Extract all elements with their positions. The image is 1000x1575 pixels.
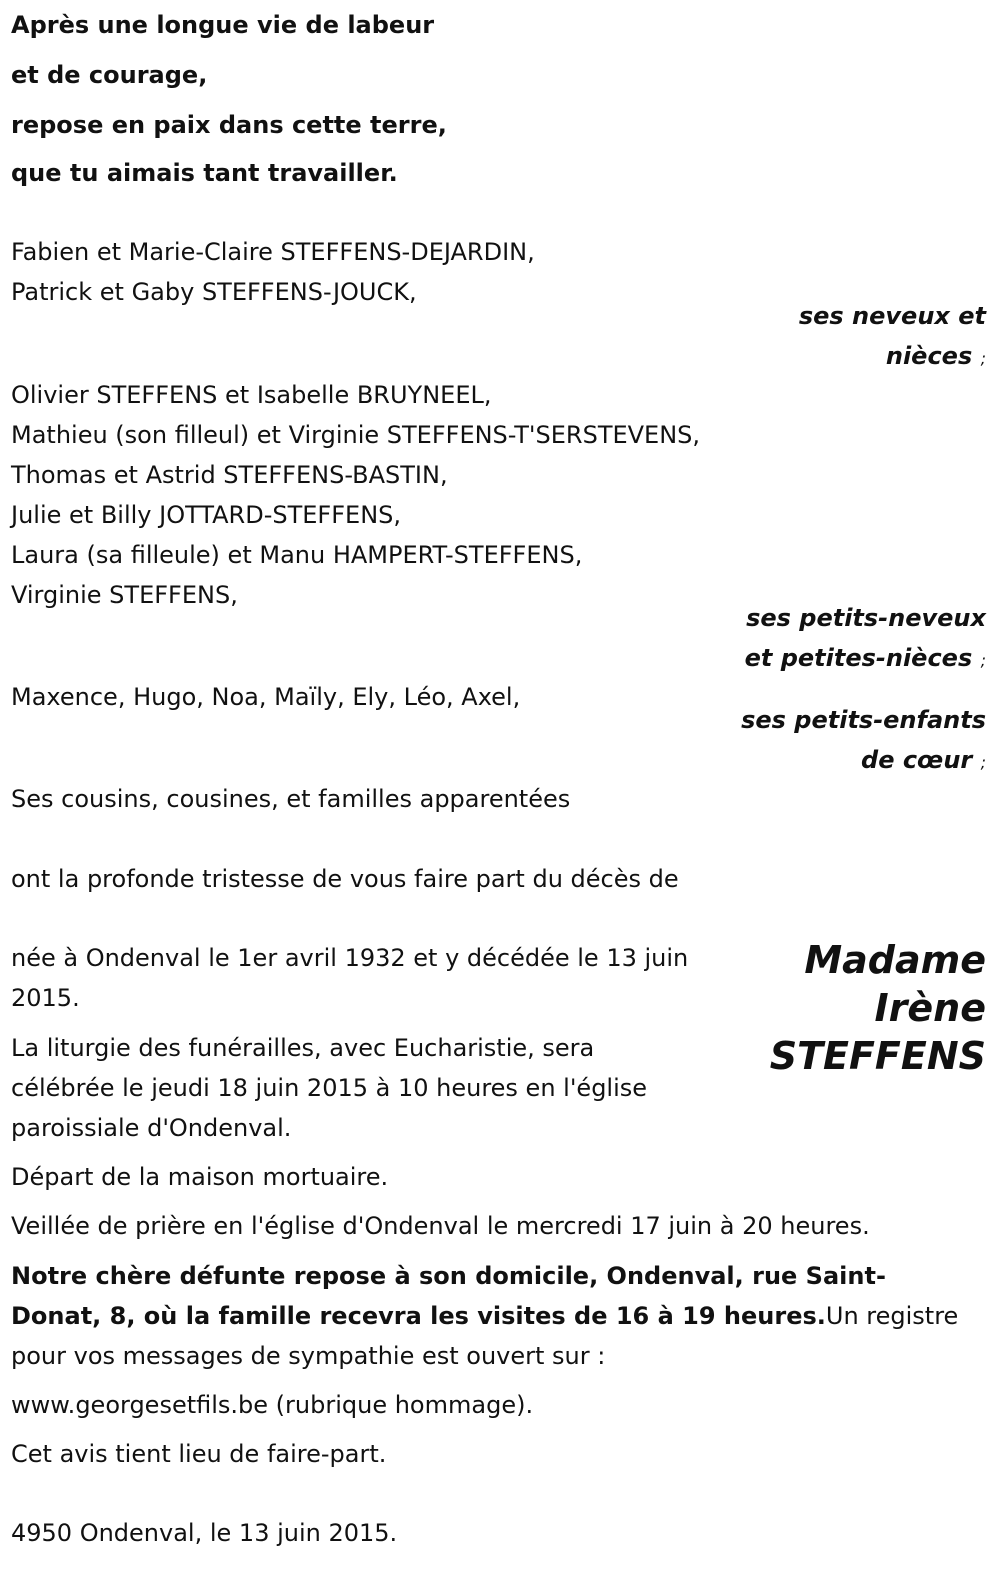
heart-grandchildren-label-line-1: ses petits-enfants	[741, 706, 986, 734]
grandnephews-label-line-1: ses petits-neveux	[746, 604, 986, 632]
liturgy-line-1: La liturgie des funérailles, avec Eucharistie, sera	[11, 1034, 595, 1062]
poem-line-4: que tu aimais tant travailler.	[11, 159, 398, 187]
nephews-label-line-1: ses neveux et	[798, 302, 986, 330]
rest-visits-text: Donat, 8, où la famille recevra les visites de 16 à 19 heures.	[11, 1302, 826, 1330]
grandnephew-line-2: Mathieu (son filleul) et Virginie STEFFENS-T'SERSTEVENS,	[11, 421, 701, 449]
departure-line: Départ de la maison mortuaire.	[11, 1163, 389, 1191]
poem-line-3: repose en paix dans cette terre,	[11, 111, 447, 139]
register-text: Un registre	[825, 1302, 959, 1330]
notice-line: Cet avis tient lieu de faire-part.	[11, 1440, 387, 1468]
deceased-title: Madame	[804, 938, 986, 982]
birth-death-line-2: 2015.	[11, 984, 80, 1012]
cousins-line: Ses cousins, cousines, et familles apparentées	[11, 785, 571, 813]
rest-line-2	[11, 1296, 958, 1336]
place-date-line: 4950 Ondenval, le 13 juin 2015.	[11, 1519, 398, 1547]
nephew-line-2: Patrick et Gaby STEFFENS-JOUCK,	[11, 278, 417, 306]
nephew-line-1: Fabien et Marie-Claire STEFFENS-DEJARDIN,	[11, 238, 535, 266]
heart-grandchildren-label-line-2: de cœur ;	[861, 746, 986, 774]
poem-line-2: et de courage,	[11, 61, 208, 89]
website-line: www.georgesetfils.be (rubrique hommage).	[11, 1391, 534, 1419]
deceased-last-name: STEFFENS	[769, 1034, 986, 1078]
rest-line-1: Notre chère défunte repose à son domicile, Ondenval, rue Saint-	[11, 1262, 886, 1290]
grandnephew-line-6: Virginie STEFFENS,	[11, 581, 238, 609]
poem-line-1: Après une longue vie de labeur	[11, 11, 435, 39]
nephews-label-line-2: nièces ;	[885, 342, 986, 370]
grandnephews-label-line-2: et petites-nièces ;	[744, 644, 986, 672]
liturgy-line-3: paroissiale d'Ondenval.	[11, 1114, 292, 1142]
heart-grandchildren-names: Maxence, Hugo, Noa, Maïly, Ely, Léo, Axel,	[11, 683, 521, 711]
grandnephew-line-5: Laura (sa filleule) et Manu HAMPERT-STEFFENS,	[11, 541, 583, 569]
vigil-line: Veillée de prière en l'église d'Ondenval le mercredi 17 juin à 20 heures.	[11, 1212, 870, 1240]
grandnephew-line-4: Julie et Billy JOTTARD-STEFFENS,	[11, 501, 402, 529]
grandnephew-line-1: Olivier STEFFENS et Isabelle BRUYNEEL,	[11, 381, 492, 409]
register-line: pour vos messages de sympathie est ouvert sur :	[11, 1342, 606, 1370]
grandnephew-line-3: Thomas et Astrid STEFFENS-BASTIN,	[11, 461, 448, 489]
label-separator: ;	[980, 349, 986, 368]
label-separator: ;	[980, 651, 986, 670]
liturgy-line-2: célébrée le jeudi 18 juin 2015 à 10 heures en l'église	[11, 1074, 648, 1102]
announcement-line: ont la profonde tristesse de vous faire part du décès de	[11, 865, 679, 893]
birth-death-line-1: née à Ondenval le 1er avril 1932 et y décédée le 13 juin	[11, 944, 689, 972]
label-separator: ;	[980, 753, 986, 772]
deceased-first-name: Irène	[874, 986, 986, 1030]
